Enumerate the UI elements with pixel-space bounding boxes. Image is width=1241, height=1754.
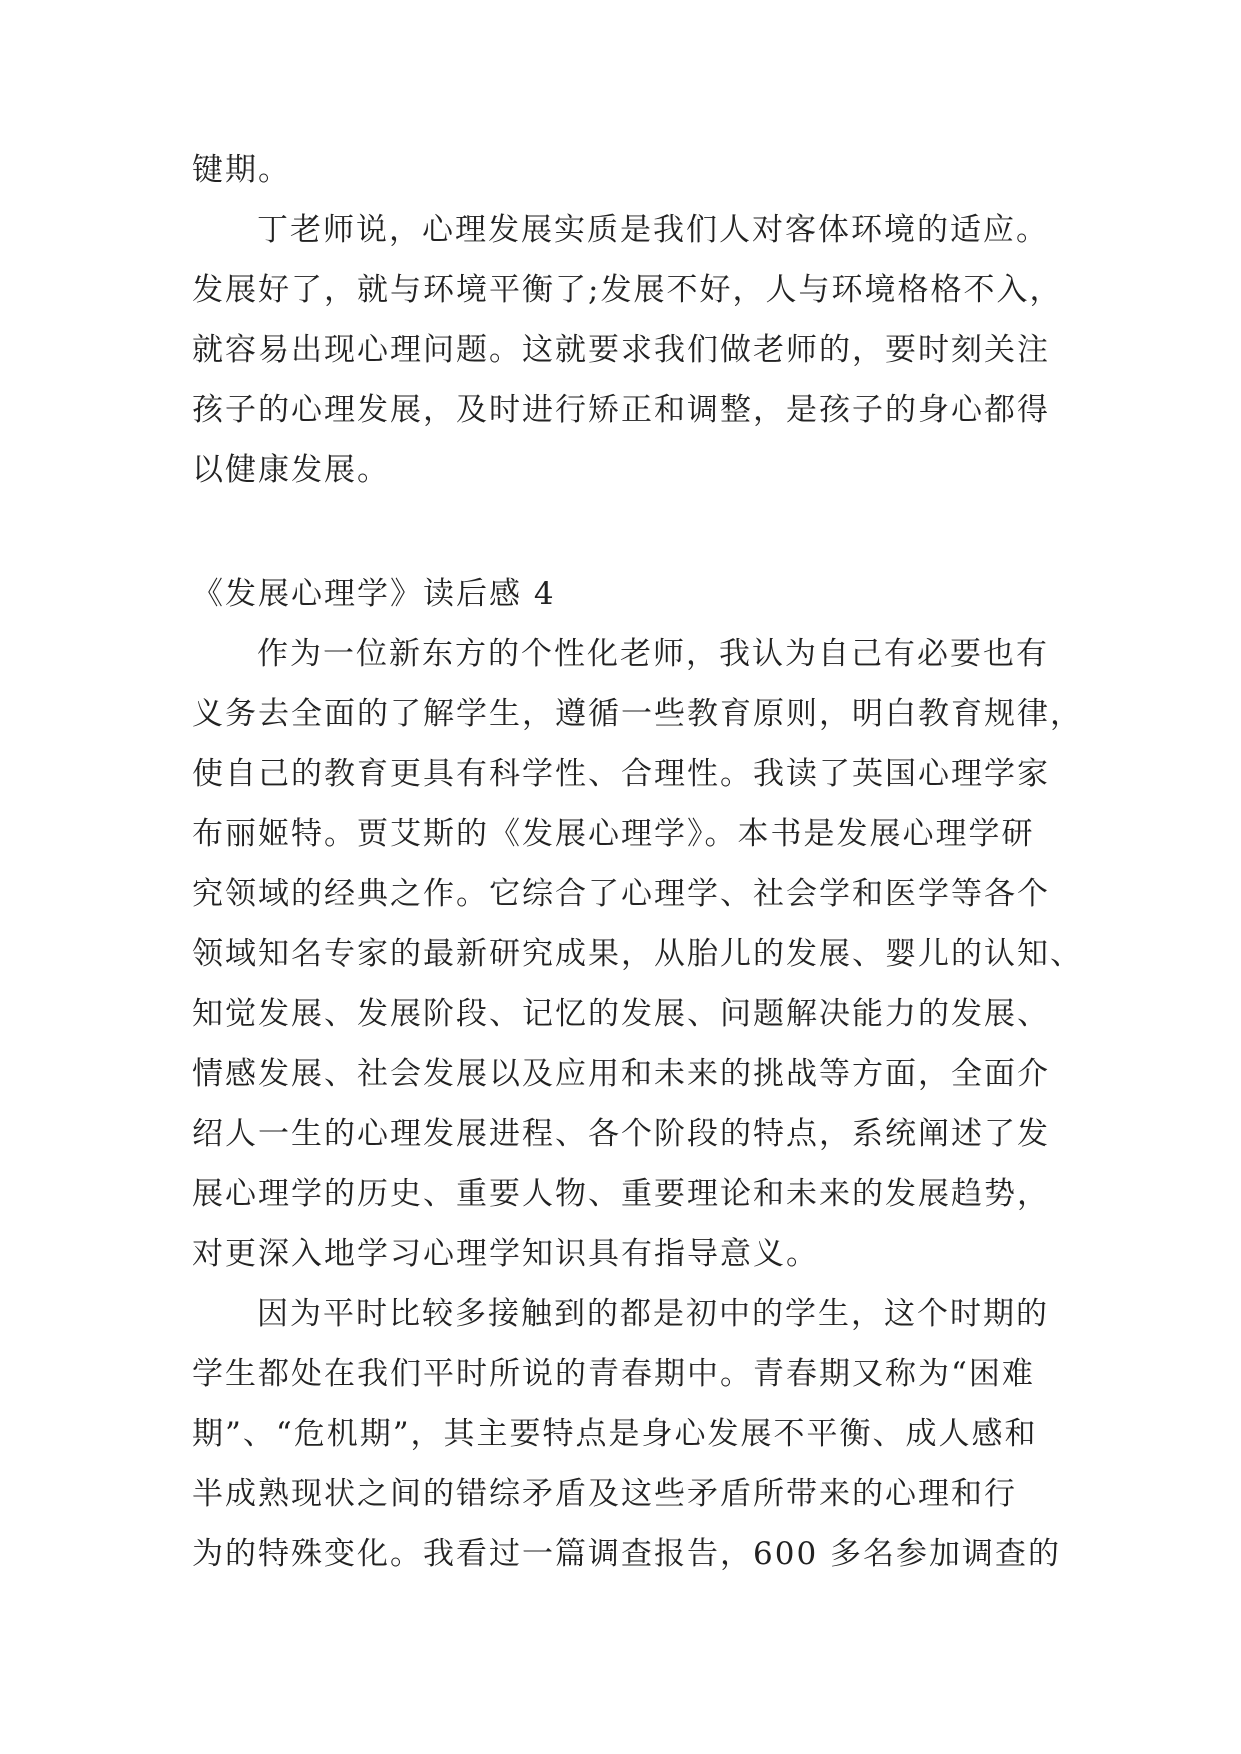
text-line: 孩子的心理发展，及时进行矫正和调整，是孩子的身心都得 <box>192 392 1050 428</box>
text-line: 布丽姬特。贾艾斯的《发展心理学》。本书是发展心理学研 <box>192 816 1035 852</box>
section-heading: 《发展心理学》读后感 4 <box>192 576 556 612</box>
text-line: 使自己的教育更具有科学性、合理性。我读了英国心理学家 <box>192 756 1050 792</box>
text-line: 为的特殊变化。我看过一篇调查报告，600 多名参加调查的 <box>192 1536 1062 1572</box>
text-line: 键期。 <box>192 152 291 188</box>
paragraph-first-line: 因为平时比较多接触到的都是初中的学生，这个时期的 <box>257 1296 1049 1332</box>
paragraph-first-line: 丁老师说，心理发展实质是我们人对客体环境的适应。 <box>257 212 1049 248</box>
text-line: 究领域的经典之作。它综合了心理学、社会学和医学等各个 <box>192 876 1050 912</box>
text-line: 对更深入地学习心理学知识具有指导意义。 <box>192 1236 819 1272</box>
text-line: 展心理学的历史、重要人物、重要理论和未来的发展趋势， <box>192 1176 1050 1212</box>
text-line: 以健康发展。 <box>192 452 390 488</box>
text-line: 绍人一生的心理发展进程、各个阶段的特点，系统阐述了发 <box>192 1116 1050 1152</box>
text-line: 就容易出现心理问题。这就要求我们做老师的，要时刻关注 <box>192 332 1050 368</box>
text-line: 学生都处在我们平时所说的青春期中。青春期又称为“困难 <box>192 1356 1035 1392</box>
text-line: 期”、“危机期”，其主要特点是身心发展不平衡、成人感和 <box>192 1416 1038 1452</box>
text-line: 半成熟现状之间的错综矛盾及这些矛盾所带来的心理和行 <box>192 1476 1017 1512</box>
text-line: 领域知名专家的最新研究成果，从胎儿的发展、婴儿的认知、 <box>192 936 1083 972</box>
text-line: 知觉发展、发展阶段、记忆的发展、问题解决能力的发展、 <box>192 996 1050 1032</box>
text-line: 发展好了，就与环境平衡了;发展不好，人与环境格格不入， <box>192 272 1063 308</box>
text-line: 义务去全面的了解学生，遵循一些教育原则，明白教育规律， <box>192 696 1083 732</box>
paragraph-first-line: 作为一位新东方的个性化老师，我认为自己有必要也有 <box>257 636 1049 672</box>
text-line: 情感发展、社会发展以及应用和未来的挑战等方面，全面介 <box>192 1056 1050 1092</box>
